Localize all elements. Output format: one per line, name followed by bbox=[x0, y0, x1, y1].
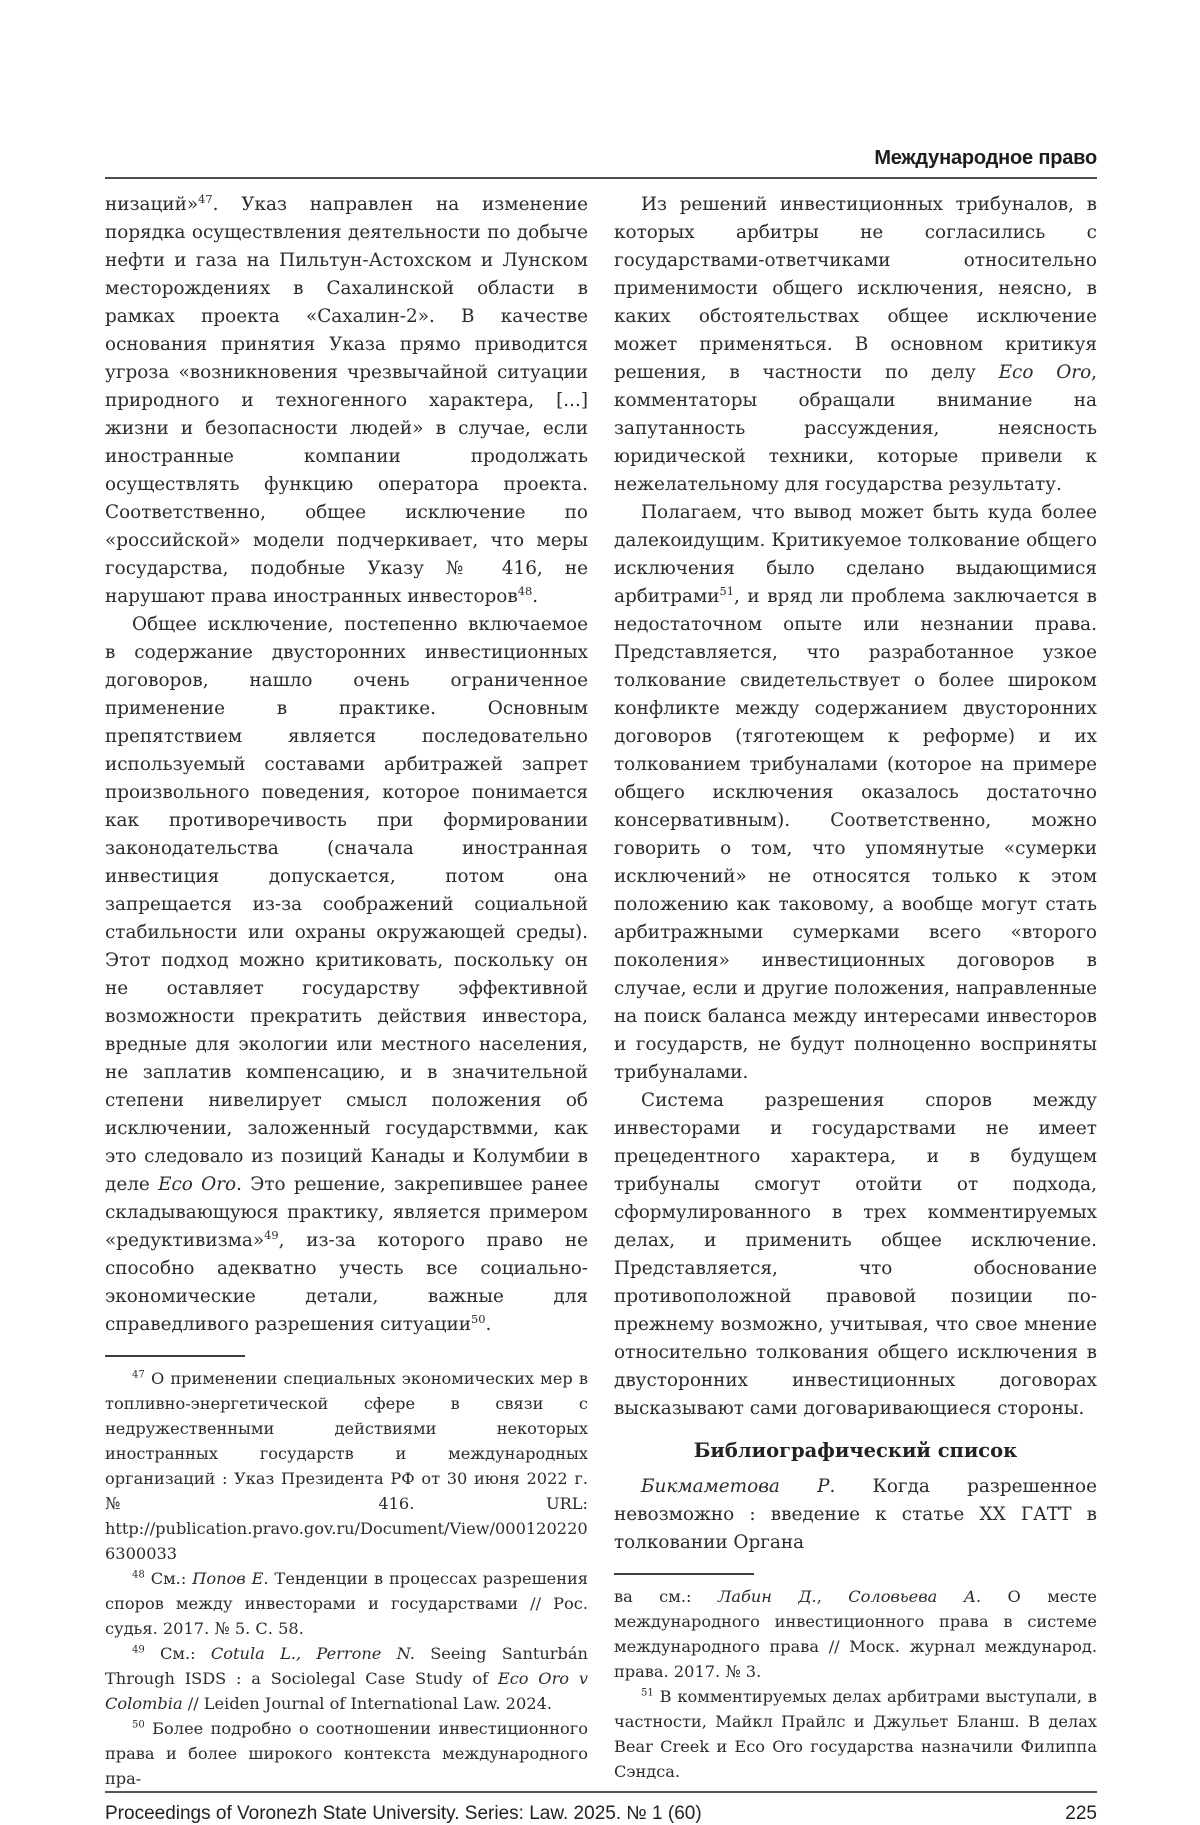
left-column-text bbox=[105, 191, 588, 1339]
footnote-separator bbox=[614, 1573, 754, 1575]
footnotes-right bbox=[614, 1573, 1097, 1784]
paragraph-right-2: Полагаем, что вывод может быть куда более далекоидущим. Критикуемое толкование общего исключения было сделано выдающимися арбитрами$^{51}$, и вряд ли проблема заключается в недостаточном опыте или незнании права. Представляется, что разработанное узкое толкование свидетельствует о более широком конфликте между содержанием двусторонних договоров (тяготеющем к реформе) и их толкованием трибуналами (которое на примере общего исключения оказалось достаточно консервативным). Соответственно, можно говорить о том, что упомянутые «сумерки исключений» не относятся только к этом положению как таковому, а вообще могут стать арбитражными сумерками всего «второго поколения» инвестиционных договоров в случае, если и другие положения, направленные на поиск баланса между интересами инвесторов и государств, не будут полноценно восприняты трибуналами. bbox=[614, 502, 1097, 1083]
paragraph-right-1: Из решений инвестиционных трибуналов, в которых арбитры не согласились с государствами-ответчиками относительно применимости общего исключения, неясно, в каких обстоятельствах общее исключение может применяться. В основном критикуя решения, в частности по делу Eco Oro, комментаторы обращали внимание на запутанность рассуждения, неясность юридической техники, которые привели к нежелательному для государства результату. bbox=[614, 194, 1097, 495]
two-column-body bbox=[105, 191, 1097, 1791]
footnotes-right-text bbox=[614, 1584, 1097, 1784]
page-number: 225 bbox=[1065, 1803, 1097, 1824]
footnote-48: $^{48}$ См.: Попов Е. Тенденции в процессах разрешения споров между инвесторами и государствами // Рос. судья. 2017. № 5. С. 58. bbox=[105, 1569, 588, 1638]
header-rule bbox=[105, 177, 1097, 179]
footnotes-left-text bbox=[105, 1366, 588, 1791]
section-header: Международное право bbox=[874, 147, 1097, 169]
page-header bbox=[105, 146, 1097, 170]
paragraph-left-1: низаций»$^{47}$. Указ направлен на изменение порядка осуществления деятельности по добыче нефти и газа на Пильтун-Астохском и Лунском месторождениях в Сахалинской области в рамках проекта «Сахалин-2». В качестве основания принятия Указа прямо приводится угроза «возникновения чрезвычайной ситуации природного и техногенного характера, [...] жизни и безопасности людей» в случае, если иностранные компании продолжать осуществлять функцию оператора проекта. Соответственно, общее исключение по «российской» модели подчеркивает, что меры государства, подобные Указу № 416, не нарушают права иностранных инвесторов$^{48}$. bbox=[105, 191, 588, 607]
footnote-50: $^{50}$ Более подробно о соотношении инвестиционного права и более широкого контекста международного пра- bbox=[105, 1719, 588, 1788]
right-column-text bbox=[614, 191, 1097, 1557]
footnote-separator bbox=[105, 1355, 245, 1357]
journal-citation: Proceedings of Voronezh State University. Series: Law. 2025. № 1 (60) bbox=[105, 1803, 702, 1824]
footnote-49: $^{49}$ См.: Cotula L., Perrone N. Seeing Santurbán Through ISDS : a Sociolegal Case Study of Eco Oro v Colombia // Leiden Journal of International Law. 2024. bbox=[105, 1644, 588, 1713]
footnote-51: $^{51}$ В комментируемых делах арбитрами выступали, в частности, Майкл Прайлс и Джульет Бланш. В делах Bear Creek и Eco Oro государства назначили Филиппа Сэндса. bbox=[614, 1687, 1097, 1781]
footnotes-left bbox=[105, 1355, 588, 1791]
left-column bbox=[105, 191, 588, 1791]
paragraph-right-3: Система разрешения споров между инвесторами и государствами не имеет прецедентного характера, и в будущем трибуналы смогут отойти от подхода, сформулированного в трех комментируемых делах, и применить общее исключение. Представляется, что обоснование противоположной правовой позиции по-прежнему возможно, учитывая, что свое мнение относительно толкования общего исключения в двусторонних инвестиционных договорах высказывают сами договаривающиеся стороны. bbox=[614, 1090, 1097, 1419]
footnote-50-continuation: ва см.: Лабин Д., Соловьева А. О месте международного инвестиционного права в системе международного права // Моск. журнал международ. права. 2017. № 3. bbox=[614, 1587, 1097, 1681]
footnote-47: $^{47}$ О применении специальных экономических мер в топливно-энергетической сфере в связи с недружественными действиями некоторых иностранных государств и международных организаций : Указ Президента РФ от 30 июня 2022 г. № 416. URL: http://publication.pravo.gov.ru/Document/View/0001202206300033 bbox=[105, 1369, 588, 1563]
right-column bbox=[614, 191, 1097, 1791]
paragraph-left-2: Общее исключение, постепенно включаемое в содержание двусторонних инвестиционных договоров, нашло очень ограниченное применение в практике. Основным препятствием является последовательно используемый составами арбитражей запрет произвольного поведения, которое понимается как противоречивость при формировании законодательства (сначала иностранная инвестиция допускается, потом она запрещается из-за соображений социальной стабильности или охраны окружающей среды). Этот подход можно критиковать, поскольку он не оставляет государству эффективной возможности прекратить действия инвестора, вредные для экологии или местного населения, не заплатив компенсацию, и в значительной степени нивелирует смысл положения об исключении, заложенный государствмми, как это следовало из позиций Канады и Колумбии в деле Eco Oro. Это решение, закрепившее ранее складывающуюся практику, является примером «редуктивизма»$^{49}$, из-за которого право не способно адекватно учесть все социально-экономические детали, важные для справедливого разрешения ситуации$^{50}$. bbox=[105, 614, 588, 1335]
page-footer bbox=[105, 1791, 1097, 1825]
bibliography-entry-1: Бикмаметова Р. Когда разрешенное невозможно : введение к статье XX ГАТТ в толковании Органа bbox=[614, 1476, 1097, 1553]
bibliography-heading: Библиографический список bbox=[693, 1439, 1018, 1462]
